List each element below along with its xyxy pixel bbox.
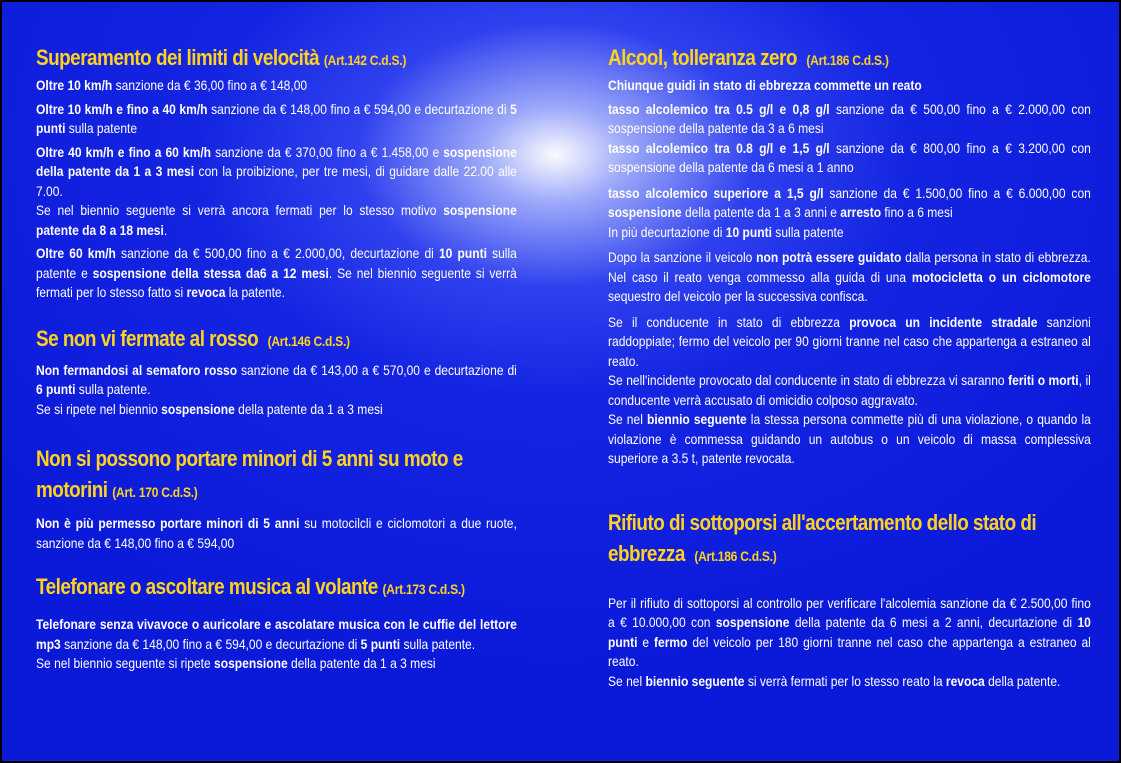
article-ref: (Art.186 C.d.S.) [806, 52, 889, 68]
section-alcohol [608, 42, 1092, 469]
section-title [608, 42, 1091, 76]
paragraph: Non fermandosi al semaforo rosso sanzione da € 143,00 a € 570,00 e decurtazione di 6 punti sulla patente. Se si ripete nel biennio sospensione della patente da 1 a 3 mesi [36, 361, 517, 417]
section-title [36, 571, 517, 605]
section-title [36, 443, 517, 508]
article-ref: (Art.142 C.d.S.) [323, 52, 407, 68]
paragraph: Oltre 10 km/h sanzione da € 36,00 fino a € 148,00 [36, 77, 308, 93]
title-text: Rifiuto di sottoporsi all'accertamento dello stato di ebbrezza [608, 509, 1037, 566]
paragraph: Oltre 40 km/h e fino a 60 km/h sanzione da € 370,00 fino a € 1.458,00 e sospensione della patente da 1 a 3 mesi con la proibizione, per tre mesi, di guidare dalle 22.00 alle 7.00. Se nel biennio seguente si verrà ancora fermati per lo stesso motivo sospensione patente da 8 a 18 mesi. [36, 143, 517, 238]
paragraph: tasso alcolemico superiore a 1,5 g/l sanzione da € 1.500,00 fino a € 6.000,00 con sospensione della patente da 1 a 3 anni e arresto fino a 6 mesi [608, 184, 1091, 220]
paragraph: In più decurtazione di 10 punti sulla patente [608, 223, 844, 240]
paragraph: Per il rifiuto di sottoporsi al controllo per verificare l'alcolemia sanzione da € 2.500,00 fino a € 10.000,00 con sospensione della patente da 6 mesi a 2 anni, decurtazione di 10 punti e fermo del veicolo per 180 giorni tranne nel caso che appartenga a estraneo al reato. Se nel biennio seguente si verrà fermati per lo stesso reato la revoca della patente. [608, 594, 1091, 689]
left-column [36, 42, 518, 674]
section-title [608, 507, 1091, 572]
article-ref: (Art.146 C.d.S.) [267, 332, 350, 349]
section-speed [36, 42, 518, 303]
section-minors [36, 443, 518, 553]
paragraph: Se il conducente in stato di ebbrezza provoca un incidente stradale sanzioni raddoppiate; fermo del veicolo per 90 giorni tranne nel caso che appartenga a estraneo al reato. Se nell'incidente provocato dal conducente in stato di ebbrezza vi saranno feriti o morti, il conducente verrà accusato di omicidio colposo aggravato. Se nel biennio seguente la stessa persona commette più di una violazione, o quando la violazione è commessa guidando un autobus o un veicolo di massa complessiva superiore a 3.5 t, patente revocata. [608, 313, 1091, 466]
paragraph: Chiunque guidi in stato di ebbrezza commette un reato [608, 77, 922, 93]
title-text: Non si possono portare minori di 5 anni su moto e motorini [36, 446, 463, 502]
section-red-light [36, 323, 518, 420]
paragraph: Telefonare senza vivavoce o auricolare e ascolatare musica con le cuffie del lettore mp3 sanzione da € 148,00 fino a € 594,00 e decurtazione di 5 punti sulla patente. Se nel biennio seguente si ripete sospensione della patente da 1 a 3 mesi [36, 616, 517, 671]
paragraph: tasso alcolemico tra 0.5 g/l e 0,8 g/l sanzione da € 500,00 fino a € 2.000,00 con sospensione della patente da 3 a 6 mesi [608, 100, 1091, 136]
section-title [36, 323, 517, 357]
paragraph: tasso alcolemico tra 0.8 g/l e 1,5 g/l sanzione da € 800,00 fino a € 3.200,00 con sospensione della patente da 6 mesi a 1 anno [608, 139, 1091, 175]
title-text: Alcool, tolleranza zero [608, 45, 797, 70]
paragraph: Non è più permesso portare minori di 5 anni su motocilcli e ciclomotori a due ruote, sanzione da € 148,00 fino a € 594,00 [36, 515, 517, 551]
article-ref: (Art.186 C.d.S.) [694, 547, 777, 564]
section-phone [36, 571, 518, 674]
title-text: Superamento dei limiti di velocità [36, 45, 320, 70]
section-title [36, 42, 517, 76]
title-text: Se non vi fermate al rosso [36, 325, 259, 351]
paragraph: Oltre 10 km/h e fino a 40 km/h sanzione da € 148,00 fino a € 594,00 e decurtazione di 5 punti sulla patente [36, 100, 517, 136]
article-ref: (Art. 170 C.d.S.) [112, 484, 198, 500]
article-ref: (Art.173 C.d.S.) [382, 581, 465, 597]
title-text: Telefonare o ascoltare musica al volante [36, 574, 378, 599]
right-column [608, 42, 1092, 691]
paragraph: Oltre 60 km/h sanzione da € 500,00 fino a € 2.000,00, decurtazione di 10 punti sulla patente e sospensione della stessa da6 a 12 mesi. Se nel biennio seguente si verrà fermati per lo stesso fatto si revoca la patente. [36, 245, 517, 300]
section-refusal [608, 507, 1092, 692]
paragraph: Dopo la sanzione il veicolo non potrà essere guidato dalla persona in stato di ebbrezza. Nel caso il reato venga commesso alla guida di una motocicletta o un ciclomotore sequestro del veicolo per la successiva confisca. [608, 249, 1091, 304]
